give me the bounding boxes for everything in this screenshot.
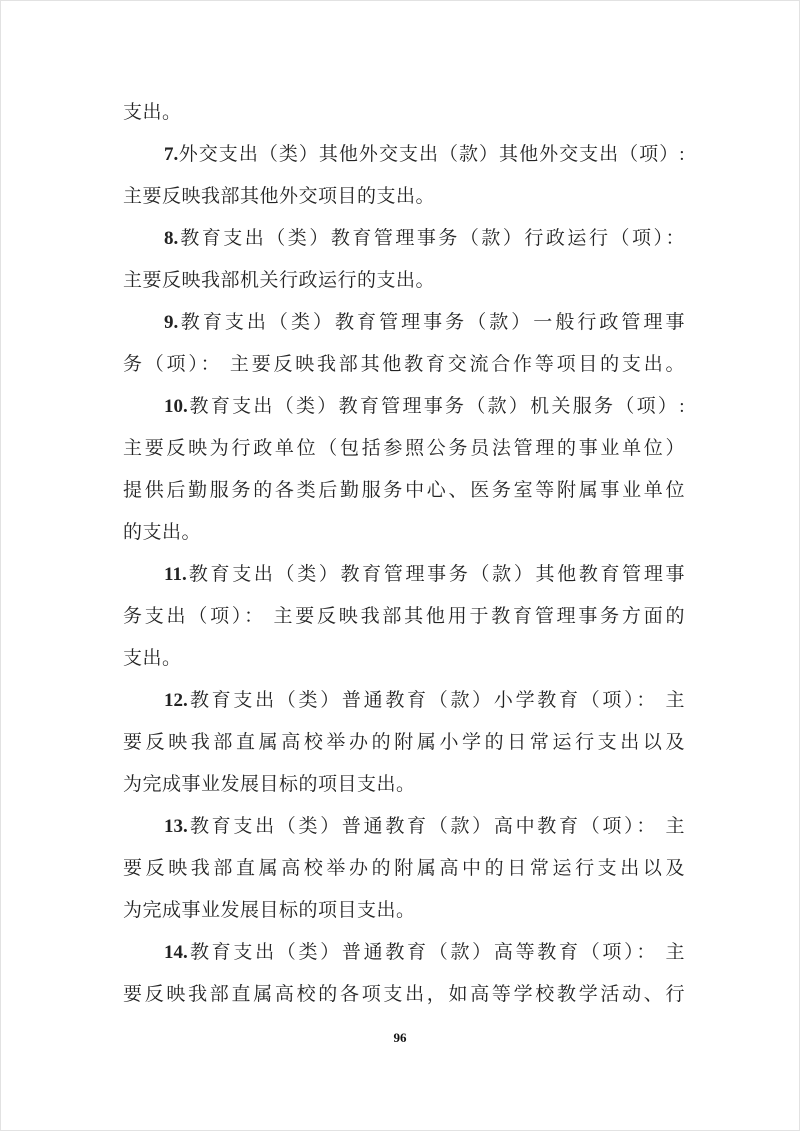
item-number: 12. [164,690,188,711]
item-number: 9. [164,312,179,333]
text-line: 13.教育支出（类）普通教育（款）高中教育（项）： 主 [164,816,685,837]
text-line: 11.教育支出（类）教育管理事务（款）其他教育管理事 [164,564,685,585]
item-number: 8. [164,228,179,249]
item-number: 11. [164,564,187,585]
item-number: 7. [164,144,179,165]
text-line: 12.教育支出（类）普通教育（款）小学教育（项）： 主 [164,690,685,711]
text-line: 主要反映我部机关行政运行的支出。 [123,270,436,291]
text-line: 主要反映为行政单位（包括参照公务员法管理的事业单位） [123,438,685,459]
text-line: 务支出（项）： 主要反映我部其他用于教育管理事务方面的 [123,606,685,627]
text-line: 10.教育支出（类）教育管理事务（款）机关服务（项）: [164,396,685,417]
text-line: 提供后勤服务的各类后勤服务中心、医务室等附属事业单位 [123,480,685,501]
document-text-block [123,92,685,1016]
text-line: 为完成事业发展目标的项目支出。 [123,900,416,921]
item-number: 13. [164,816,188,837]
text-line: 支出。 [123,102,182,123]
text-line: 支出。 [123,648,182,669]
text-line: 的支出。 [123,522,202,543]
text-line: 务（项）： 主要反映我部其他教育交流合作等项目的支出。 [123,354,685,375]
text-line: 14.教育支出（类）普通教育（款）高等教育（项）： 主 [164,942,685,963]
text-line: 9.教育支出（类）教育管理事务（款）一般行政管理事 [164,312,685,333]
text-line: 7.外交支出（类）其他外交支出（款）其他外交支出（项）: [164,144,685,165]
text-line: 为完成事业发展目标的项目支出。 [123,774,416,795]
item-number: 10. [164,396,188,417]
text-line: 要反映我部直属高校的各项支出，如高等学校教学活动、行 [123,984,685,1005]
page-number: 96 [393,1030,407,1045]
text-line: 要反映我部直属高校举办的附属高中的日常运行支出以及 [123,858,685,879]
text-line: 8.教育支出（类）教育管理事务（款）行政运行（项）： [164,228,685,249]
item-number: 14. [164,942,188,963]
text-line: 主要反映我部其他外交项目的支出。 [123,186,436,207]
page-footer [1,1029,799,1047]
text-line: 要反映我部直属高校举办的附属小学的日常运行支出以及 [123,732,685,753]
